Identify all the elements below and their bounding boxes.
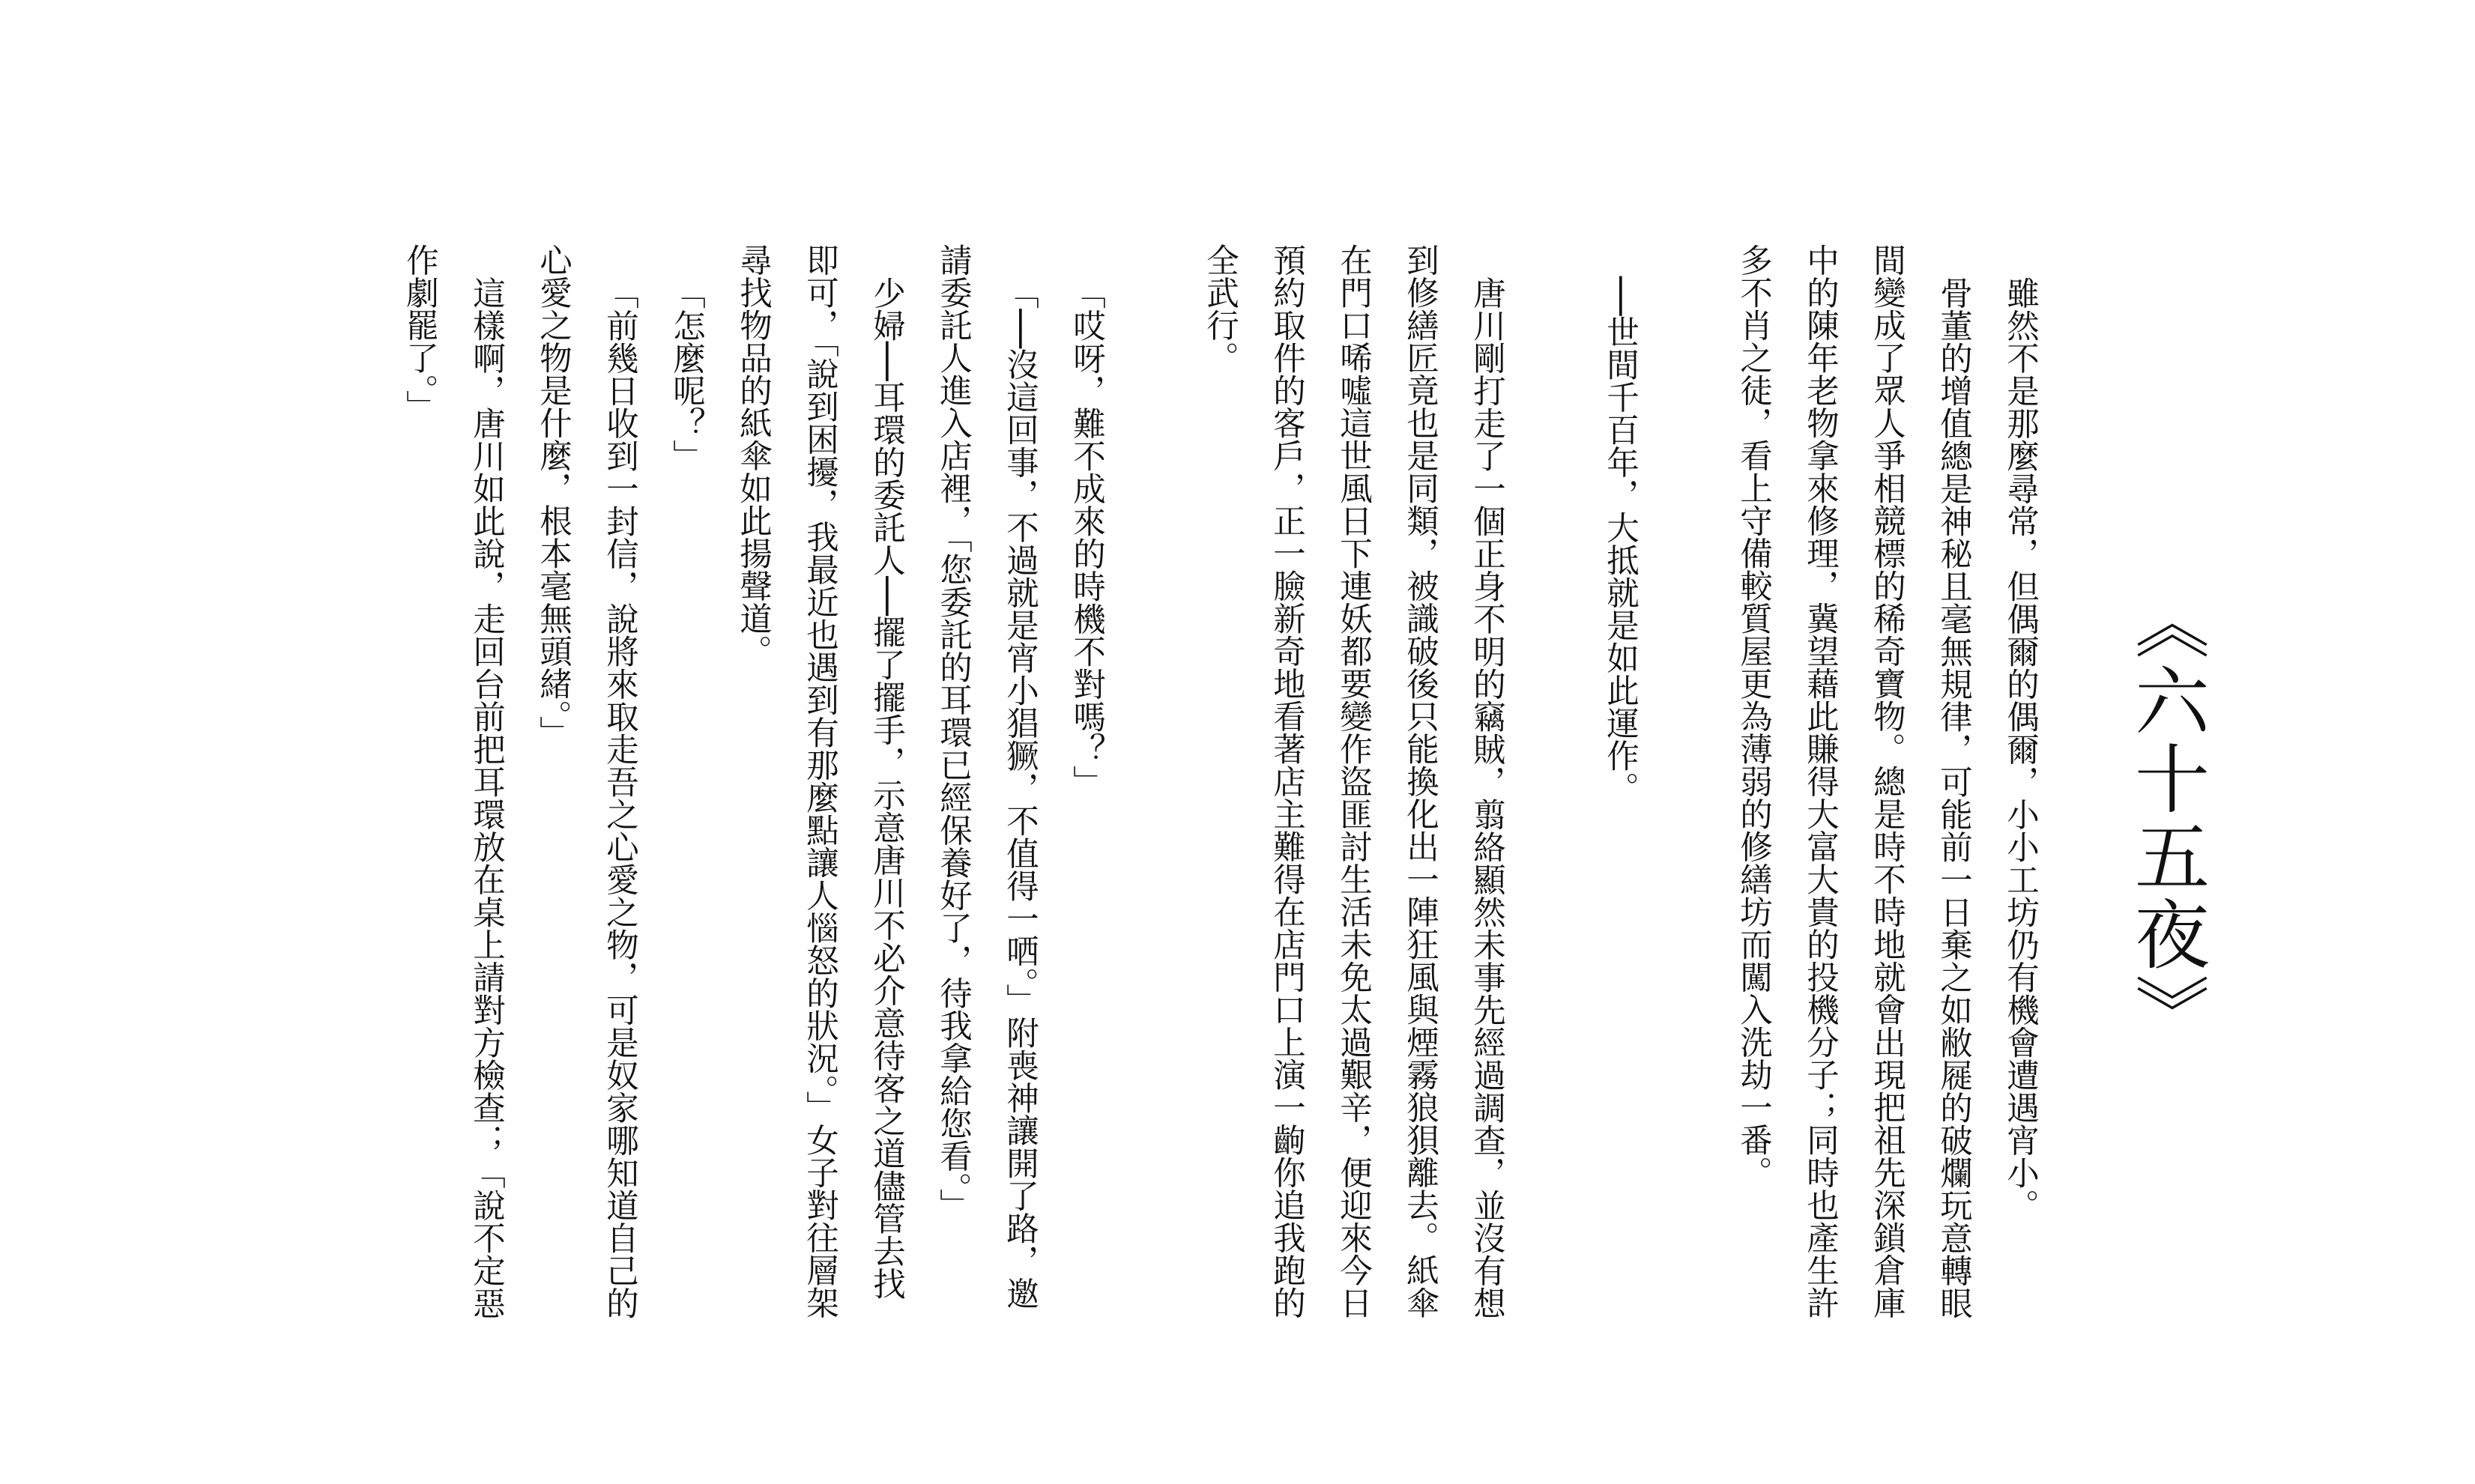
paragraph: 「怎麼呢？」 xyxy=(668,276,705,472)
paragraph: 骨董的增值總是神秘且毫無規律，可能前一日棄之如敝屣的破爛玩意轉眼間變成了眾人爭相競標的稀奇寶物。總是時不時地就會出現把祖先深鎖倉庫中的陳年老物拿來修理，冀望藉此賺得大富大貴的投機分子；同時也產生許多不肖之徒，看上守備較質屋更為薄弱的修繕坊而闖入洗劫一番。 xyxy=(1735,243,1972,1319)
blank-line xyxy=(1653,243,1720,1330)
paragraph: 「哎呀，難不成來的時機不對嗎？」 xyxy=(1068,276,1105,798)
vertical-text-body xyxy=(315,243,2053,1330)
blank-line xyxy=(1119,243,1186,1330)
blank-line xyxy=(1520,243,1586,1330)
paragraph: 少婦──耳環的委託人──擺了擺手，示意唐川不必介意待客之道儘管去找即可，「說到困擾，我最近也遇到有那麼點讓人惱怒的狀況。」女子對往層架尋找物品的紙傘如此揚聲道。 xyxy=(734,243,905,1319)
paragraph: 「──沒這回事，不過就是宵小猖獗，不值得一哂。」附喪神讓開了路，邀請委託人進入店裡，「您委託的耳環已經保養好了，待我拿給您看。」 xyxy=(934,243,1039,1309)
paragraph: 雖然不是那麼尋常，但偶爾的偶爾，小小工坊仍有機會遭遇宵小。 xyxy=(2001,276,2039,1221)
paragraph: 這樣啊，唐川如此說，走回台前把耳環放在桌上請對方檢查；「說不定惡作劇罷了。」 xyxy=(401,243,505,1319)
chapter-title: 《六十五夜》 xyxy=(2122,584,2210,1052)
paragraph: 唐川剛打走了一個正身不明的竊賊，翦絡顯然未事先經過調查，並沒有想到修繕匠竟也是同類，被識破後只能換化出一陣狂風與煙霧狼狽離去。紙傘在門口唏噓這世風日下連妖都要變作盜匪討生活未免太過艱辛，便迎來今日預約取件的客戶，正一臉新奇地看著店主難得在店門口上演一齣你追我跑的全武行。 xyxy=(1201,243,1505,1319)
paragraph: ──世間千百年，大抵就是如此運作。 xyxy=(1601,276,1639,805)
paragraph: 「前幾日收到一封信，說將來取走吾之心愛之物，可是奴家哪知道自己的心愛之物是什麼，根本毫無頭緒。」 xyxy=(534,243,638,1319)
